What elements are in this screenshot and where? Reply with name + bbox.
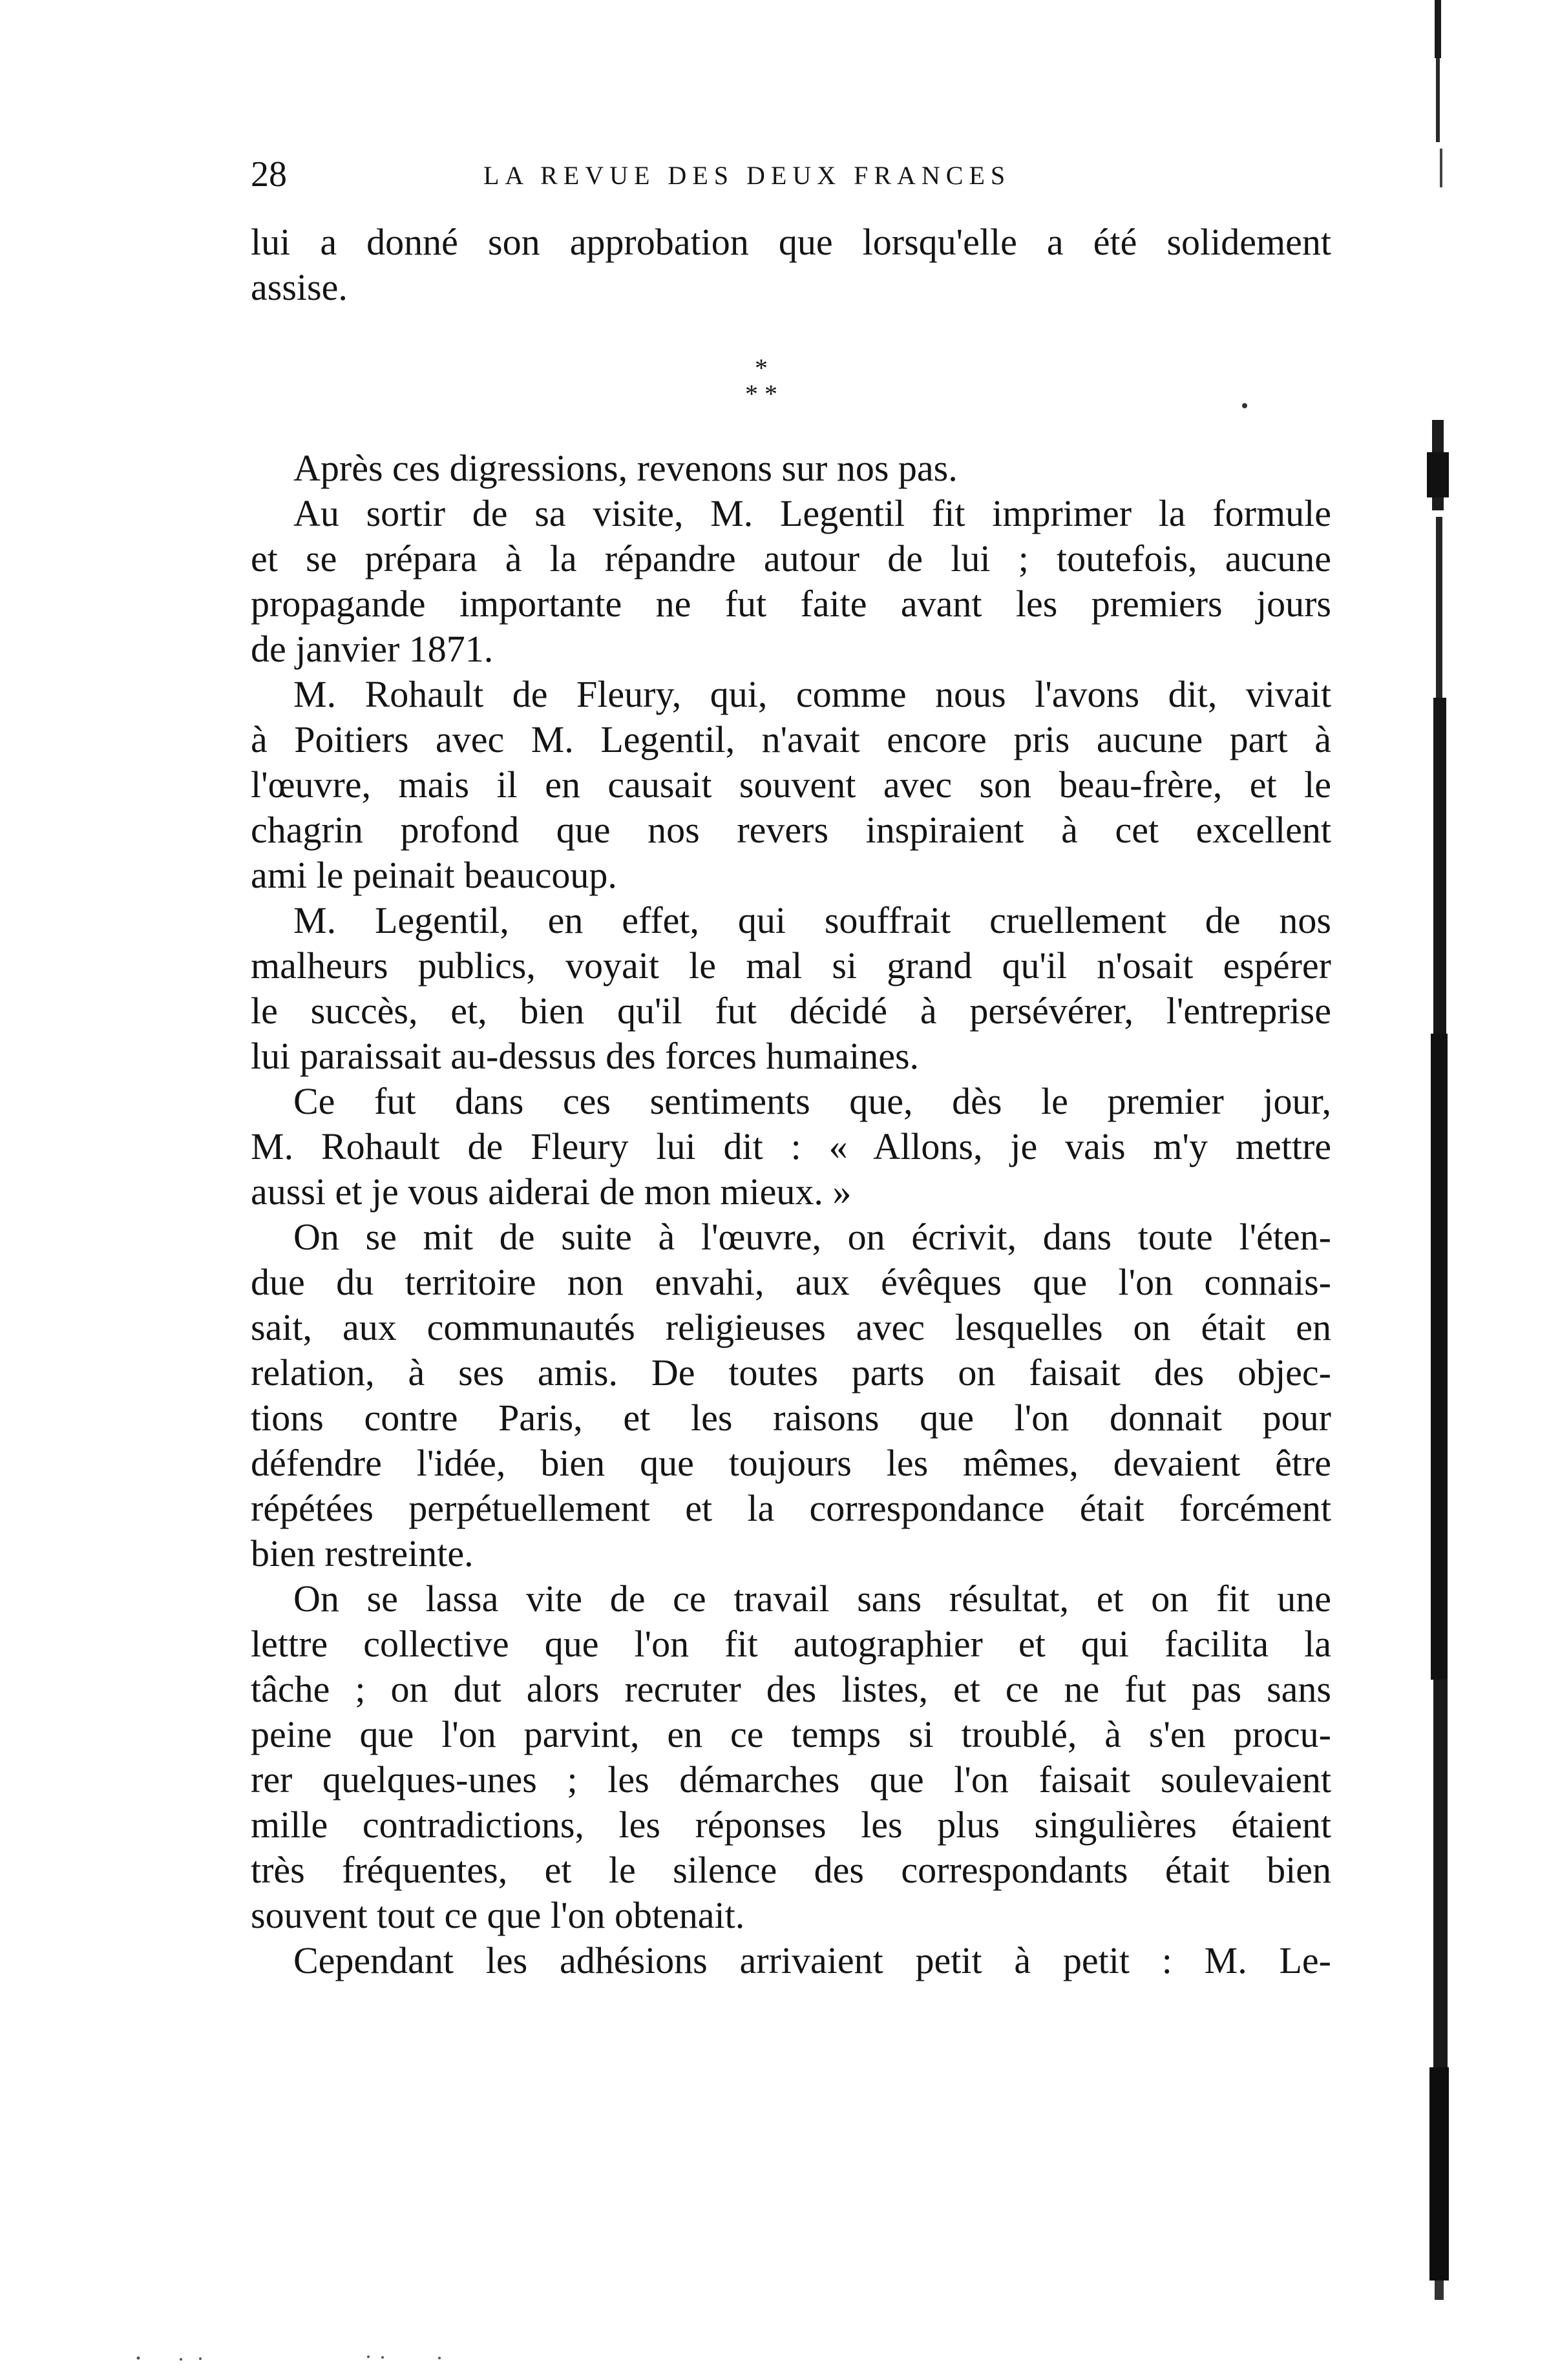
text-line: propagande importante ne fut faite avant les premiers jours [251,583,1331,625]
text-line: sait, aux communautés religieuses avec lesquelles on était en [251,1306,1331,1348]
text-line: le succès, et, bien qu'il fut décidé à persévérer, l'entreprise [251,990,1331,1032]
text-line: répétées perpétuellement et la correspondance était forcément [251,1487,1331,1529]
text-line: et se prépara à la répandre autour de lui ; toutefois, aucune [251,538,1331,579]
text-line: Cependant les adhésions arrivaient petit à petit : M. Le- [293,1939,1331,1981]
text-line: tions contre Paris, et les raisons que l'on donnait pour [251,1397,1331,1439]
text-line: On se lassa vite de ce travail sans résultat, et on fit une [293,1578,1331,1620]
text-line: relation, à ses amis. De toutes parts on faisait des objec- [251,1352,1331,1394]
text-line: chagrin profond que nos revers inspiraient à cet excellent [251,809,1331,851]
text-line: lui paraissait au-dessus des forces humaines. [251,1035,920,1077]
text-line: l'œuvre, mais il en causait souvent avec son beau-frère, et le [251,764,1331,806]
text-line: assise. [251,266,348,308]
text-line: à Poitiers avec M. Legentil, n'avait encore pris aucune part à [251,718,1331,760]
text-line: bien restreinte. [251,1532,474,1574]
text-line: ami le peinait beaucoup. [251,854,617,896]
journal-title: LA REVUE DES DEUX FRANCES [483,161,1011,190]
page-number: 28 [251,154,287,194]
asterism-top: * [755,353,768,382]
text-line: Ce fut dans ces sentiments que, dès le premier jour, [293,1080,1331,1122]
text-line: M. Rohault de Fleury, qui, comme nous l'avons dit, vivait [293,673,1331,715]
text-line: malheurs publics, voyait le mal si grand qu'il n'osait espérer [251,945,1331,986]
scan-specks [136,2352,459,2364]
text-line: M. Rohault de Fleury lui dit : « Allons, je vais m'y mettre [251,1125,1331,1167]
text-line: rer quelques-unes ; les démarches que l'on faisait soulevaient [251,1759,1331,1801]
running-head [251,154,1331,199]
scanned-page-edge [1427,0,1466,2380]
text-line: lettre collective que l'on fit autographier et qui facilita la [251,1623,1331,1665]
text-line: défendre l'idée, bien que toujours les mêmes, devaient être [251,1442,1331,1484]
text-line: On se mit de suite à l'œuvre, on écrivit, dans toute l'éten- [293,1216,1331,1258]
text-line: très fréquentes, et le silence des correspondants était bien [251,1849,1331,1891]
text-line: peine que l'on parvint, en ce temps si troublé, à s'en procu- [251,1713,1331,1755]
text-line: lui a donné son approbation que lorsqu'elle a été solidement [251,221,1331,263]
text-line: tâche ; on dut alors recruter des listes, et ce ne fut pas sans [251,1668,1331,1710]
text-line: aussi et je vous aiderai de mon mieux. » [251,1171,852,1213]
text-line: mille contradictions, les réponses les plus singulières étaient [251,1804,1331,1846]
text-line: due du territoire non envahi, aux évêques que l'on connais- [251,1261,1331,1303]
text-line: de janvier 1871. [251,628,494,670]
text-line: M. Legentil, en effet, qui souffrait cruellement de nos [293,899,1331,941]
text-line: Au sortir de sa visite, M. Legentil fit imprimer la formule [293,492,1331,534]
text-line: souvent tout ce que l'on obtenait. [251,1894,745,1936]
body-text [251,220,1331,1983]
text-line: Après ces digressions, revenons sur nos pas. [293,447,958,489]
asterism-bottom: * * [745,379,777,408]
